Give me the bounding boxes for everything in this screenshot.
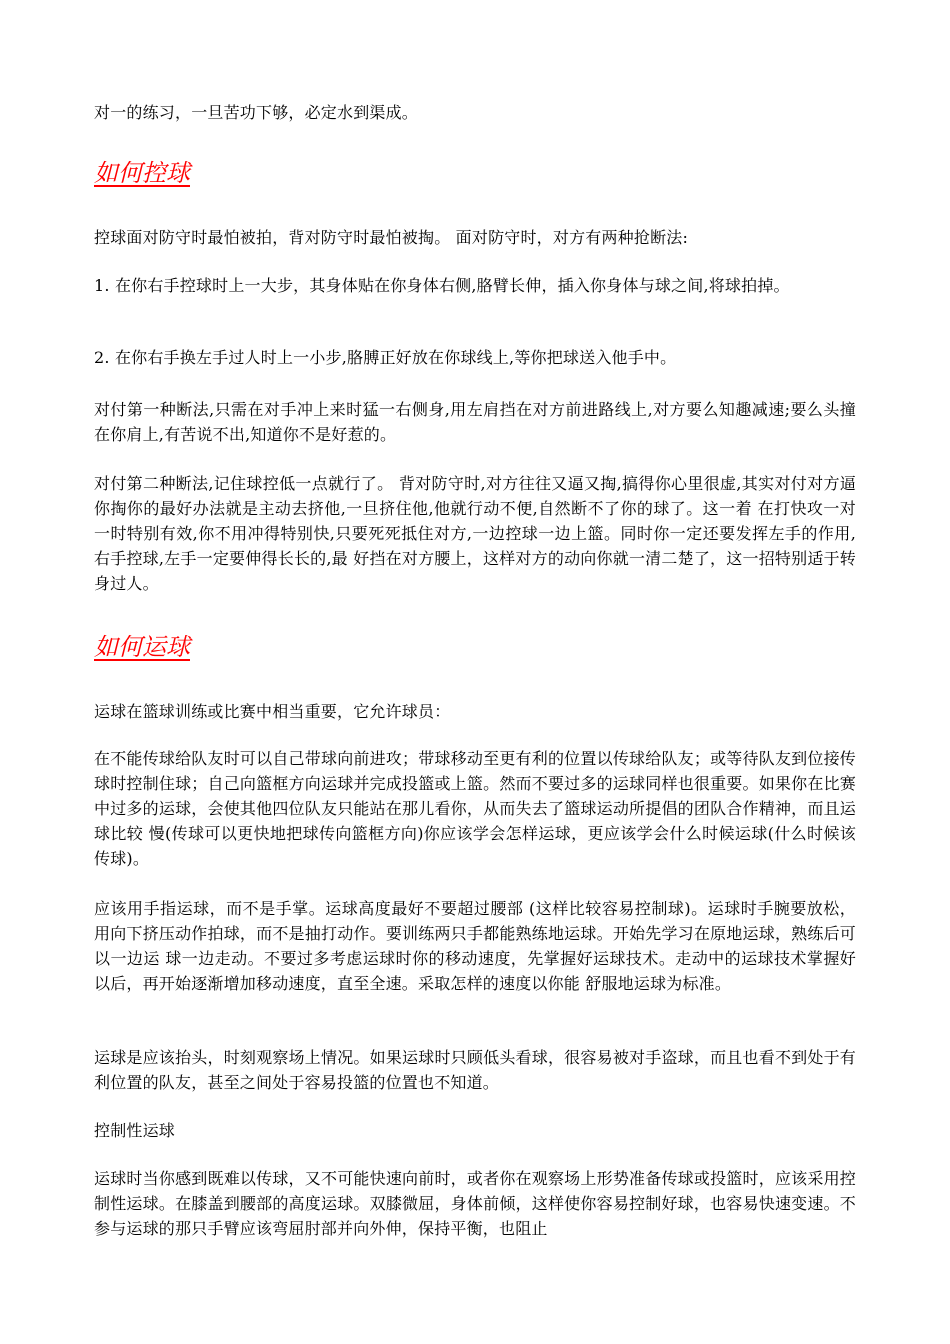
paragraph: 1. 在你右手控球时上一大步，其身体贴在你身体右侧,胳臂长伸，插入你身体与球之间,将球拍掉。 — [94, 276, 790, 295]
section-heading-dribbling: 如何运球 — [94, 633, 190, 661]
section-heading-ball-control: 如何控球 — [94, 159, 190, 187]
paragraph: 运球时当你感到既难以传球，又不可能快速向前时，或者你在观察场上形势准备传球或投篮时，应该采用控制性运球。在膝盖到腰部的高度运球。双膝微屈，身体前倾，这样使你容易控制好球，也容易快速变速。不参与运球的那只手臂应该弯屈肘部并向外伸，保持平衡，也阻止 — [94, 1169, 856, 1238]
paragraph: 运球是应该抬头，时刻观察场上情况。如果运球时只顾低头看球，很容易被对手盗球，而且也看不到处于有利位置的队友，甚至之间处于容易投篮的位置也不知道。 — [94, 1048, 856, 1092]
paragraph: 在不能传球给队友时可以自己带球向前进攻；带球移动至更有利的位置以传球给队友；或等待队友到位接传球时控制住球；自己向篮框方向运球并完成投篮或上篮。然而不要过多的运球同样也很重要。如果你在比赛中过多的运球，会使其他四位队友只能站在那儿看你，从而失去了篮球运动所提倡的团队合作精神，而且运球比较 慢(传球可以更快地把球传向篮框方向)你应该学会怎样运球，更应该学会什么时候运球(什么时候该传球)。 — [94, 749, 856, 868]
paragraph: 运球在篮球训练或比赛中相当重要，它允许球员： — [94, 702, 451, 721]
paragraph: 对付第二种断法,记住球控低一点就行了。 背对防守时,对方往往又逼又掏,搞得你心里很虚,其实对付对方逼你掏你的最好办法就是主动去挤他,一旦挤住他,他就行动不便,自然断不了你的球了。这一着 在打快攻一对一时特别有效,你不用冲得特别快,只要死死抵住对方,一边控球一边上篮。同时你一定还要发挥左手的作用,右手控球,左手一定要伸得长长的,最 好挡在对方腰上，这样对方的动向你就一清二楚了，这一招特别适于转身过人。 — [94, 474, 856, 593]
subheading-controlled-dribble: 控制性运球 — [94, 1121, 176, 1140]
paragraph: 控球面对防守时最怕被拍，背对防守时最怕被掏。 面对防守时，对方有两种抢断法: — [94, 228, 689, 247]
paragraph: 2. 在你右手换左手过人时上一小步,胳膊正好放在你球线上,等你把球送入他手中。 — [94, 348, 677, 367]
paragraph: 应该用手指运球，而不是手掌。运球高度最好不要超过腰部 (这样比较容易控制球)。运球时手腕要放松，用向下挤压动作拍球，而不是抽打动作。要训练两只手都能熟练地运球。开始先学习在原地运球，熟练后可以一边运 球一边走动。不要过多考虑运球时你的移动速度，先掌握好运球技术。走动中的运球技术掌握好以后，再开始逐渐增加移动速度，直至全速。采取怎样的速度以你能 舒服地运球为标准。 — [94, 899, 856, 993]
paragraph: 对付第一种断法,只需在对手冲上来时猛一右侧身,用左肩挡在对方前进路线上,对方要么知趣减速;要么头撞在你肩上,有苦说不出,知道你不是好惹的。 — [94, 400, 856, 444]
intro-tail-paragraph: 对一的练习，一旦苦功下够，必定水到渠成。 — [94, 103, 419, 122]
